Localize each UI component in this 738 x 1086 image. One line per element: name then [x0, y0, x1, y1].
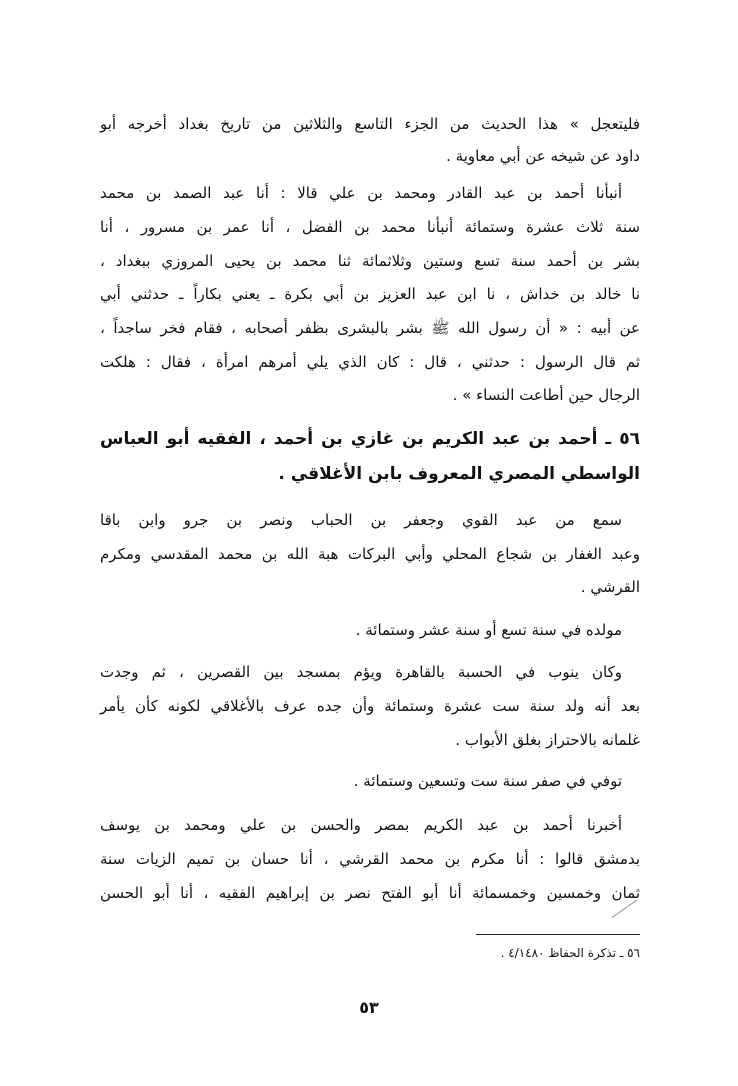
text-line: داود عن شيخه عن أبي معاوية . — [446, 147, 640, 165]
text-line: سمع من عبد القوي وجعفر بن الحباب ونصر بن جرو وابن باقا — [100, 511, 622, 529]
entry-heading-line: ٥٦ ـ أحمد بن عبد الكريم بن غازي بن أحمد ، الفقيه أبو العباس — [100, 429, 640, 449]
text-line: مولده في سنة تسع أو سنة عشر وستمائة . — [355, 621, 622, 639]
text-line: أخبرنا أحمد بن عبد الكريم بمصر والحسن بن علي ومحمد بن يوسف — [100, 816, 622, 834]
text-line: سنة ثلاث عشرة وستمائة أنبأنا محمد بن الفضل ، أنا عمر بن مسرور ، أنا — [100, 218, 640, 236]
footnote-rule — [476, 934, 640, 935]
text-line: توفي في صفر سنة ست وتسعين وستمائة . — [353, 772, 622, 790]
text-line: بدمشق قالوا : أنا مكرم بن محمد القرشي ، أنا حسان بن تميم الزيات سنة — [100, 850, 640, 868]
footnote: ٥٦ ـ تذكرة الحفاظ ٤/١٤٨٠ . — [500, 946, 640, 960]
entry-heading-line: الواسطي المصري المعروف بابن الأغلاقي . — [278, 464, 640, 484]
text-line: ثمان وخمسين وخمسمائة أنا أبو الفتح نصر بن إبراهيم الفقيه ، أنا أبو الحسن — [100, 884, 640, 902]
text-line: وكان ينوب في الحسبة بالقاهرة ويؤم بمسجد بين القصرين ، ثم وجدت — [100, 663, 622, 681]
text-line: عن أبيه : « أن رسول الله ﷺ بشر بالبشرى بظفر أصحابه ، فقام فخر ساجداً ، — [100, 319, 640, 337]
text-line: نا خالد بن خداش ، نا ابن عبد العزيز بن أبي بكرة ـ يعني بكاراً ـ حدثني أبي — [100, 285, 640, 303]
text-line: القرشي . — [580, 578, 640, 596]
page-number: ٥٣ — [359, 998, 379, 1017]
text-line: الرجال حين أطاعت النساء » . — [452, 386, 640, 404]
text-line: وعبد الغفار بن شجاع المحلي وأبي البركات هبة الله بن محمد المقدسي ومكرم — [100, 545, 640, 563]
text-line: غلمانه بالاحتراز بغلق الأبواب . — [455, 731, 640, 749]
text-line: بعد أنه ولد سنة ست عشرة وستمائة وأن جده عرف بالأغلاقي لكونه كأن يأمر — [100, 697, 640, 715]
text-line: ثم قال الرسول : حدثني ، قال : كان الذي يلي أمرهم امرأة ، فقال : هلكت — [100, 353, 640, 371]
text-line: فليتعجل » هذا الحديث من الجزء التاسع والثلاثين من تاريخ بغداد أخرجه أبو — [100, 115, 640, 133]
text-line: بشر بن أحمد سنة تسع وستين وثلاثمائة ثنا محمد بن يحيى المروزي ببغداد ، — [100, 252, 640, 270]
text-line: أنبأنا أحمد بن عبد القادر ومحمد بن علي قالا : أنا عبد الصمد بن محمد — [100, 184, 622, 202]
